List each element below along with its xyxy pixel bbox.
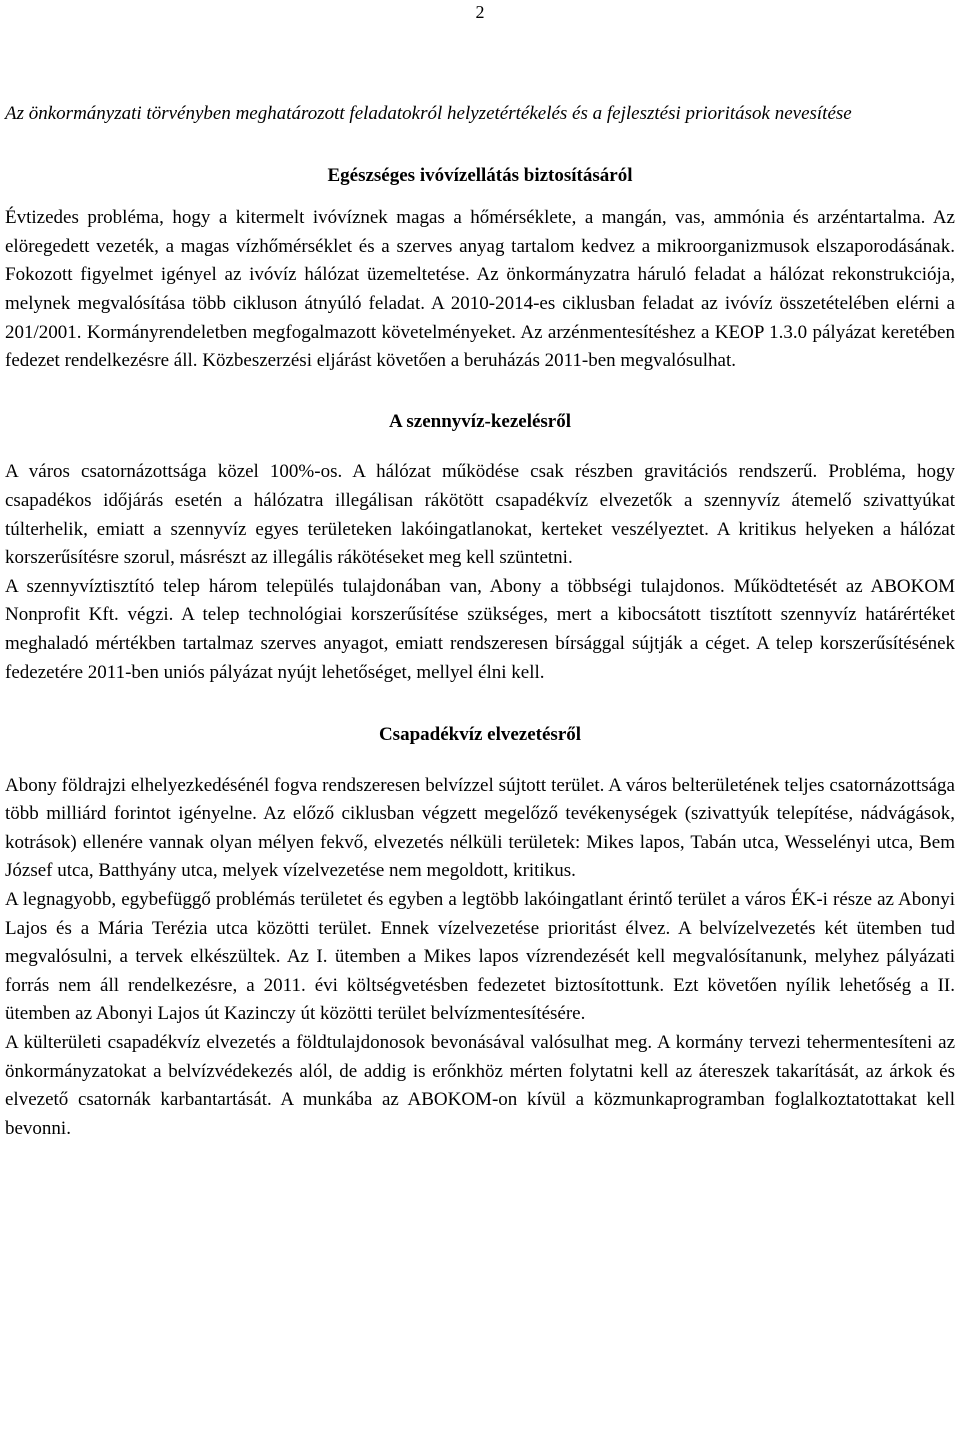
section-heading-sewage: A szennyvíz-kezelésről [388, 410, 572, 432]
intro-heading: Az önkormányzati törvényben meghatározott feladatokról helyzetértékelés és a fejlesztési prioritások nevesítése [5, 103, 852, 124]
paragraph-rainwater-outskirts: A külterületi csapadékvíz elvezetés a földtulajdonosok bevonásával valósulhat meg. A kormány tervezi tehermentesíteni az önkormányzatokat a belvízvédekezés alól, de addig is erőnkhöz mérten folytatni kell az átereszek takarítását, az árkok és elvezető csatornák karbantartását. A munkába az ABOKOM-on kívül a közmunkaprogramban foglalkoztatottakat kell bevonni. [5, 1032, 955, 1139]
paragraph-drinking-water: Évtizedes probléma, hogy a kitermelt ivóvíznek magas a hőmérséklete, a mangán, vas, ammónia és arzéntartalma. Az elöregedett vezeték, a magas vízhőmérséklet és a szerves anyag tartalom kedvez a mikroorganizmusok elszaporodásának. Fokozott figyelmet igényel az ivóvíz hálózat üzemeltetése. Az önkormányzatra háruló feladat a hálózat rekonstrukciója, melynek megvalósítása több cikluson átnyúló feladat. A 2010-2014-es ciklusban feladat az ivóvíz összetételében elérni a 201/2001. Kormányrendeletben megfogalmazott követelményeket. Az arzénmentesítéshez a KEOP 1.3.0 pályázat keretében fedezet rendelkezésre áll. Közbeszerzési eljárást követően a beruházás 2011-ben megvalósulhat. [5, 207, 955, 372]
section-heading-drinking-water: Egészséges ivóvízellátás biztosításáról [327, 164, 633, 186]
paragraph-sewage-plant: A szennyvíztisztító telep három település tulajdonában van, Abony a többségi tulajdonos. Működtetését az ABOKOM Nonprofit Kft. végzi. A telep technológiai korszerűsítése szükséges, mert a kibocsátott tisztított szennyvíz határértéket meghaladó mértékben tartalmaz szerves anyagot, emiatt rendszeresen bírsággal sújtják a céget. A telep korszerűsítésének fedezetére 2011-ben uniós pályázat nyújt lehetőséget, mellyel élni kell. [5, 575, 955, 683]
paragraph-rainwater-overview: Abony földrajzi elhelyezkedésénél fogva rendszeresen belvízzel sújtott terület. A város belterületének teljes csatornázottsága több milliárd forintot igényelne. Az előző ciklusban végzett megelőző tevékenységek (szivattyúk telepítése, nádvágások, kotrások) ellenére vannak olyan mélyen fekvő, elvezetés nélküli területek: Mikes lapos, Tabán utca, Wesselényi utca, Bem József utca, Batthyány utca, melyek vízelvezetése nem megoldott, kritikus. [5, 774, 955, 882]
paragraph-sewage-network: A város csatornázottsága közel 100%-os. A hálózat működése csak részben gravitációs rendszerű. Probléma, hogy csapadékos időjárás esetén a hálózatra illegálisan rákötött csapadékvíz elvezetők a szennyvíz átemelő szivattyúkat túlterhelik, emiatt a szennyvíz egyes területeken lakóingatlanokat, kerteket veszélyeztet. A kritikus helyeken a hálózat korszerűsítésre szorul, másrészt az illegális rákötéseket meg kell szüntetni. [5, 461, 955, 569]
page-number: 2 [475, 2, 485, 22]
section-heading-rainwater: Csapadékvíz elvezetésről [378, 724, 582, 746]
paragraph-rainwater-priority: A legnagyobb, egybefüggő problémás területet és egyben a legtöbb lakóingatlant érintő terület a város ÉK-i része az Abonyi Lajos és a Mária Terézia utca közötti terület. Ennek vízelvezetése prioritást élvez. A belvízelvezetés két ütemben tud megvalósulni, a tervek elkészültek. Az I. ütemben a Mikes lapos vízrendezését kell megvalósítanunk, melyhez pályázati forrás nem áll rendelkezésre, a 2011. évi költségvetésben fedezetet biztosítottunk. Ezt követően nyílik lehetőség a II. ütemben az Abonyi Lajos út Kazinczy út közötti terület belvízmentesítésére. [5, 889, 955, 1025]
document-body [5, 100, 955, 1143]
